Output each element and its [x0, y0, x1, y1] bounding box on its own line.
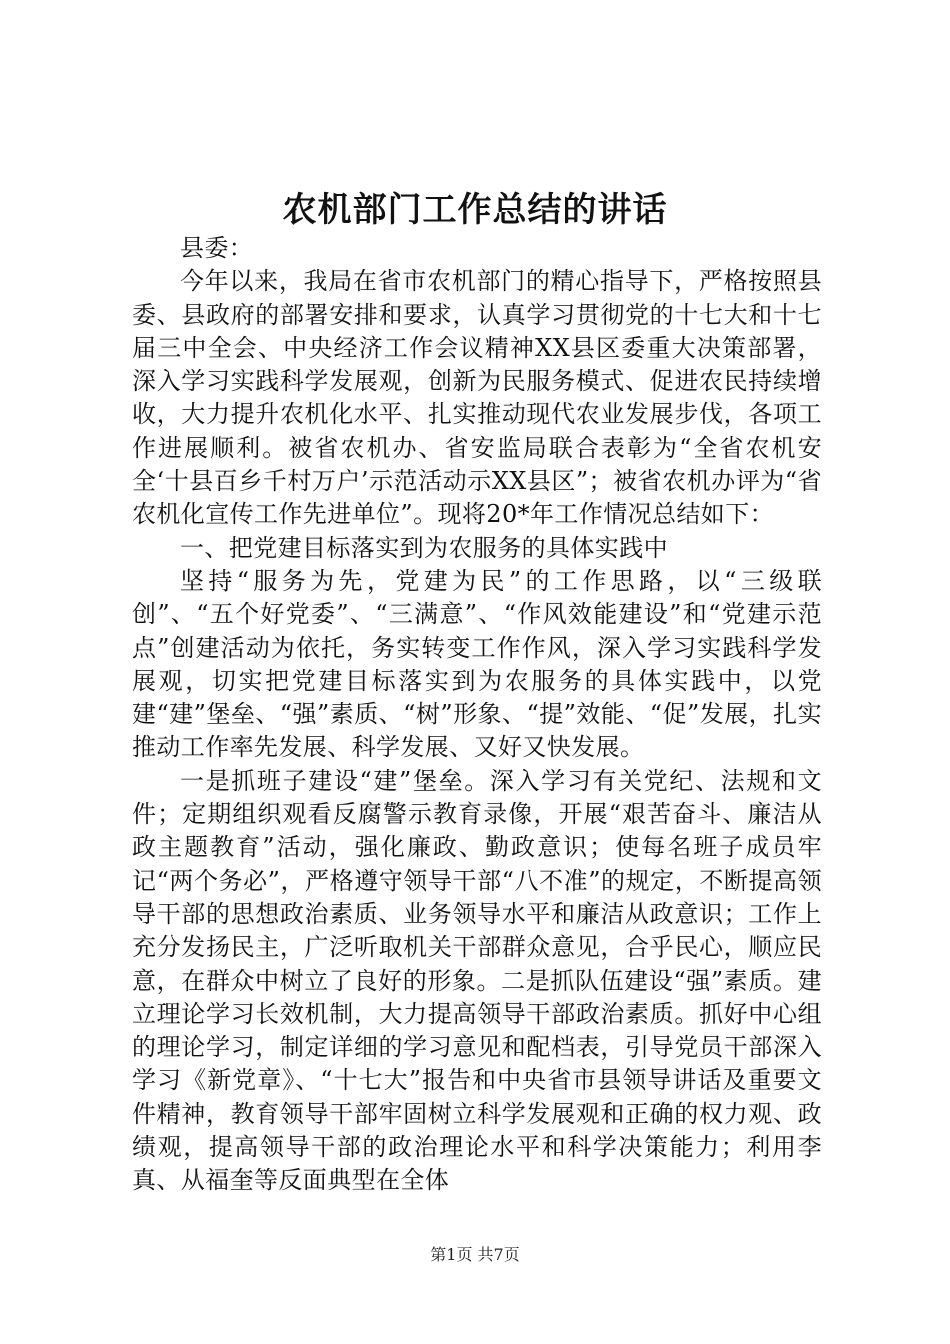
paragraph-intro: 今年以来，我局在省市农机部门的精心指导下，严格按照县委、县政府的部署安排和要求，认真学习贯彻党的十七大和十七届三中全会、中央经济工作会议精神XX县区委重大决策部署，深入学习实践科学发展观，创新为民服务模式、促进农民持续增收，大力提升农机化水平、扎实推动现代农业发展步伐，各项工作进展顺利。被省农机办、省安监局联合表彰为“全省农机安全‘十县百乡千村万户’示范活动示XX县区”；被省农机办评为“省农机化宣传工作先进单位”。现将20*年工作情况总结如下：	[132, 267, 822, 529]
paragraph-approach: 坚持“服务为先，党建为民”的工作思路，以“三级联创”、“五个好党委”、“三满意”、“作风效能建设”和“党建示范点”创建活动为依托，务实转变工作作风，深入学习实践科学发展观，切实把党建目标落实到为农服务的具体实践中，以党建“建”堡垒、“强”素质、“树”形象、“提”效能、“促”发展，扎实推动工作率先发展、科学发展、又好又快发展。	[132, 566, 822, 762]
page-number-footer: 第1页 共7页	[430, 1245, 520, 1264]
paragraph-leadership: 一是抓班子建设“建”堡垒。深入学习有关党纪、法规和文件；定期组织观看反腐警示教育录像，开展“艰苦奋斗、廉洁从政主题教育”活动，强化廉政、勤政意识；使每名班子成员牢记“两个务必”，严格遵守领导干部“八不准”的规定，不断提高领导干部的思想政治素质、业务领导水平和廉洁从政意识；工作上充分发扬民主，广泛听取机关干部群众意见，合乎民心，顺应民意，在群众中树立了良好的形象。二是抓队伍建设“强”素质。建立理论学习长效机制，大力提高领导干部政治素质。抓好中心组的理论学习，制定详细的学习意见和配档表，引导党员干部深入学习《新党章》、“十七大”报告和中央省市县领导讲话及重要文件精神，教育领导干部牢固树立科学发展观和正确的权力观、政绩观，提高领导干部的政治理论水平和科学决策能力；利用李真、从福奎等反面典型在全体	[132, 766, 822, 1195]
salutation: 县委：	[180, 234, 254, 262]
section-heading: 一、把党建目标落实到为农服务的具体实践中	[180, 533, 668, 562]
document-body	[132, 232, 822, 1198]
document-title: 农机部门工作总结的讲话	[282, 190, 668, 230]
